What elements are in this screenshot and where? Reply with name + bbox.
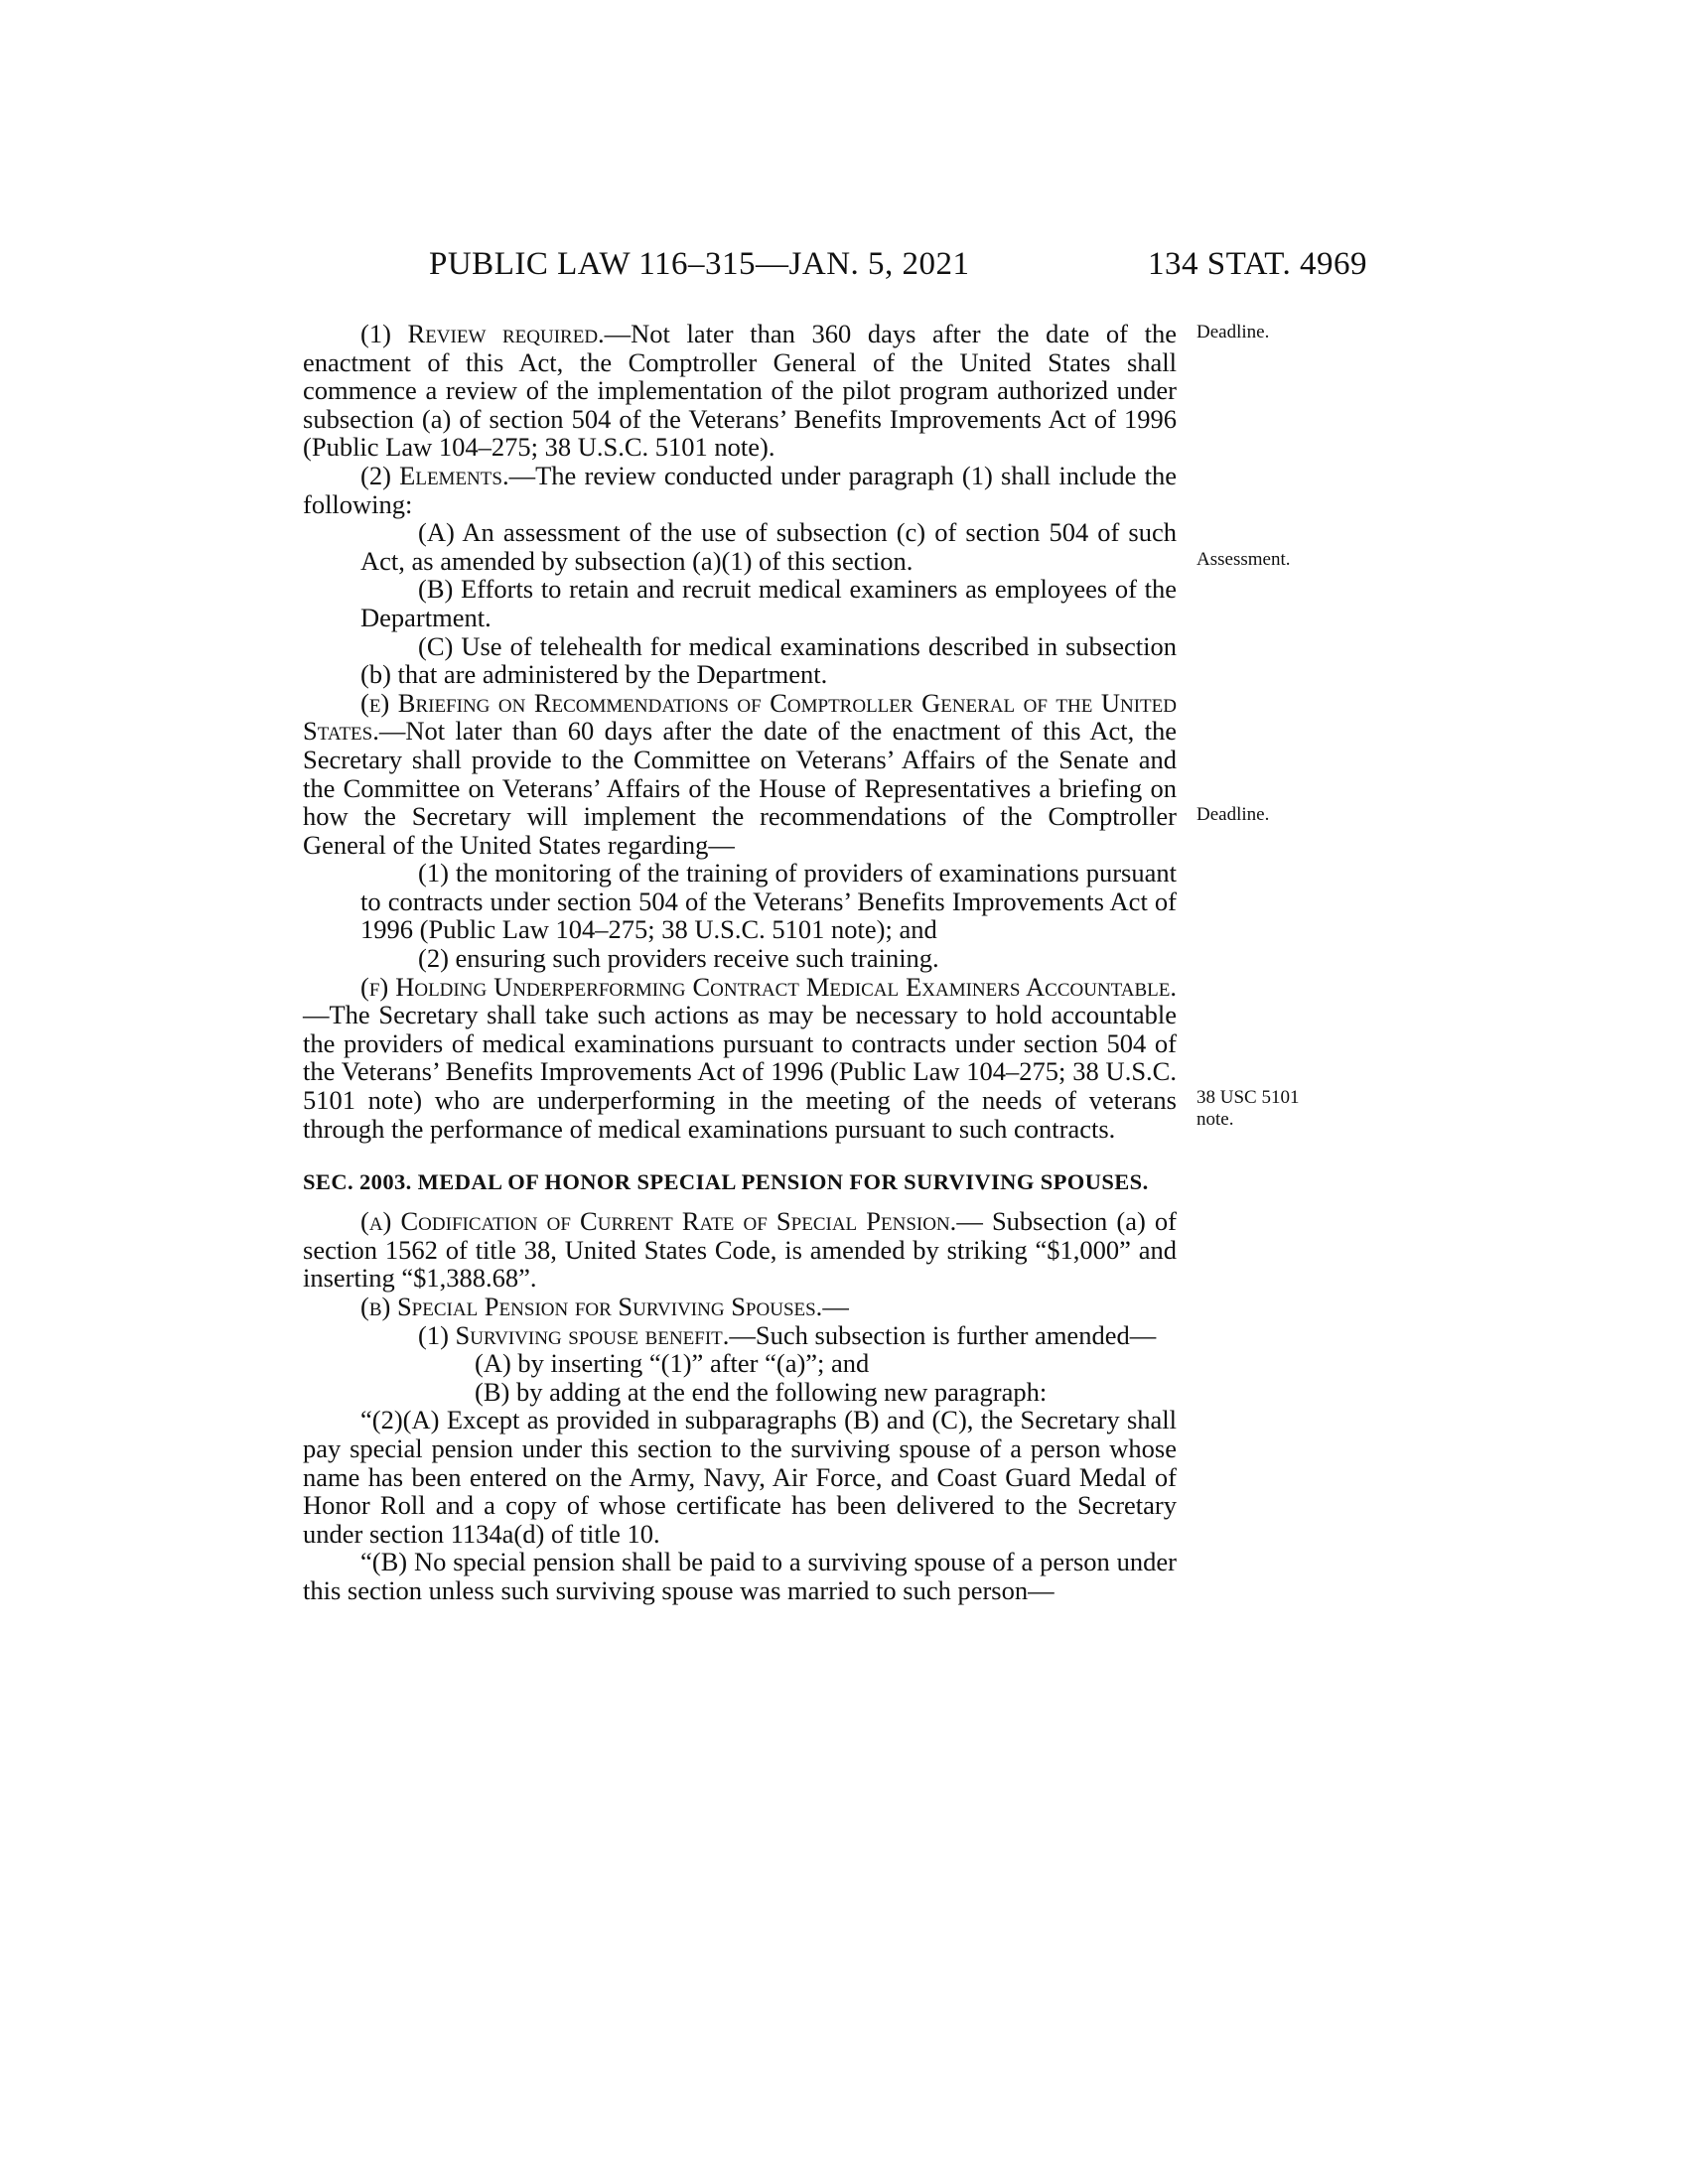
subparagraph-b: [303, 575, 1177, 631]
paragraph-text: — Subsection (a) of section 1562 of title 38, United States Code, is amended by striking “$1,000” and inserting “$1,388.68”.: [303, 1206, 1177, 1294]
margin-note-usc-note: note.: [1196, 1109, 1234, 1130]
paragraph-text: “(2)(A) Except as provided in subparagraphs (B) and (C), the Secretary shall pay special pension under this section to the surviving spouse of a person whose name has been entered on the Army, Navy, Air Force, and Coast Guard Medal of Honor Roll and a copy of whose certificate has been delivered to the Secretary under section 1134a(d) of title 10.: [303, 1405, 1177, 1549]
paragraph-a-codification: [303, 1207, 1177, 1293]
margin-note-deadline-1: Deadline.: [1196, 322, 1270, 342]
paragraph-lead: (e) Briefing on Recommendations of Comptroller General of the United States.: [303, 687, 1177, 747]
subparagraph-inserting: [303, 1349, 1177, 1378]
paragraph-review-required: [303, 320, 1177, 462]
running-header-title: PUBLIC LAW 116–315—JAN. 5, 2021: [429, 246, 970, 282]
paragraph-lead: (b) Special Pension for Surviving Spouses.: [360, 1292, 823, 1321]
paragraph-text: “(B) No special pension shall be paid to a surviving spouse of a person under this section unless such surviving spouse was married to such person—: [303, 1547, 1177, 1605]
paragraph-text: (C) Use of telehealth for medical examinations described in subsection (b) that are administered by the Department.: [360, 630, 1177, 690]
item-ensuring: [303, 944, 1177, 973]
paragraph-lead: (f) Holding Underperforming Contract Medical Examiners Accountable.: [360, 971, 1177, 1002]
paragraph-b-special-pension: [303, 1293, 1177, 1321]
paragraph-lead: (a) Codification of Current Rate of Special Pension.: [360, 1206, 957, 1237]
paragraph-e-briefing: [303, 689, 1177, 860]
section-heading: [303, 1168, 1177, 1195]
paragraph-lead: (2) Elements.: [360, 460, 509, 490]
paragraph-text: —Not later than 60 days after the date of the enactment of this Act, the Secretary shall provide to the Committee on Veterans’ Affairs of the Senate and the Committee on Veterans’ Affairs of the House of Representatives a briefing on how the Secretary will implement the recommendations of the Comptroller General of the United States regarding—: [303, 716, 1177, 860]
paragraph-text: —: [822, 1292, 849, 1321]
paragraph-text: (2) ensuring such providers receive such training.: [418, 943, 939, 974]
quoted-paragraph-2b: [303, 1548, 1177, 1604]
subparagraph-c: [303, 632, 1177, 689]
section-heading-text: SEC. 2003. MEDAL OF HONOR SPECIAL PENSION FOR SURVIVING SPOUSES.: [303, 1169, 1149, 1195]
paragraph-lead: (1) Review required.: [360, 319, 605, 348]
running-header-page: 134 STAT. 4969: [1147, 246, 1367, 282]
paragraph-text: —The review conducted under paragraph (1) shall include the following:: [303, 460, 1177, 519]
paragraph-lead: (1) Surviving spouse benefit.: [418, 1319, 730, 1350]
margin-note-deadline-2: Deadline.: [1196, 804, 1270, 825]
item-monitoring: [303, 859, 1177, 944]
quoted-paragraph-2a: [303, 1406, 1177, 1548]
paragraph-text: (A) An assessment of the use of subsection (c) of section 504 of such Act, as amended by subsection (a)(1) of this section.: [360, 517, 1177, 576]
paragraph-f-holding: [303, 973, 1177, 1144]
paragraph-text: —The Secretary shall take such actions as may be necessary to hold accountable the providers of medical examinations pursuant to contracts under section 504 of the Veterans’ Benefits Improvements Act of 1996 (Public Law 104–275; 38 U.S.C. 5101 note) who are underperforming in the meeting of the needs of veterans through the performance of medical examinations pursuant to such contracts.: [303, 1000, 1177, 1144]
law-body: [303, 320, 1177, 1605]
paragraph-text: (B) by adding at the end the following new paragraph:: [475, 1376, 1048, 1407]
subparagraph-a: [303, 518, 1177, 575]
paragraph-surviving-spouse-benefit: [303, 1321, 1177, 1350]
paragraph-text: (1) the monitoring of the training of providers of examinations pursuant to contracts under section 504 of the Veterans’ Benefits Improvements Act of 1996 (Public Law 104–275; 38 U.S.C. 5101 note); and: [360, 858, 1177, 945]
paragraph-text: (B) Efforts to retain and recruit medical examiners as employees of the Department.: [360, 574, 1177, 632]
paragraph-text: —Such subsection is further amended—: [729, 1319, 1157, 1350]
paragraph-text: (A) by inserting “(1)” after “(a)”; and: [475, 1348, 870, 1379]
margin-note-usc: 38 USC 5101: [1196, 1087, 1300, 1108]
subparagraph-adding: [303, 1378, 1177, 1407]
margin-note-assessment: Assessment.: [1196, 549, 1291, 570]
paragraph-text: —Not later than 360 days after the date of the enactment of this Act, the Comptroller General of the United States shall commence a review of the implementation of the pilot program authorized under subsection (a) of section 504 of the Veterans’ Benefits Improvements Act of 1996 (Public Law 104–275; 38 U.S.C. 5101 note).: [303, 319, 1177, 463]
paragraph-elements: [303, 462, 1177, 518]
